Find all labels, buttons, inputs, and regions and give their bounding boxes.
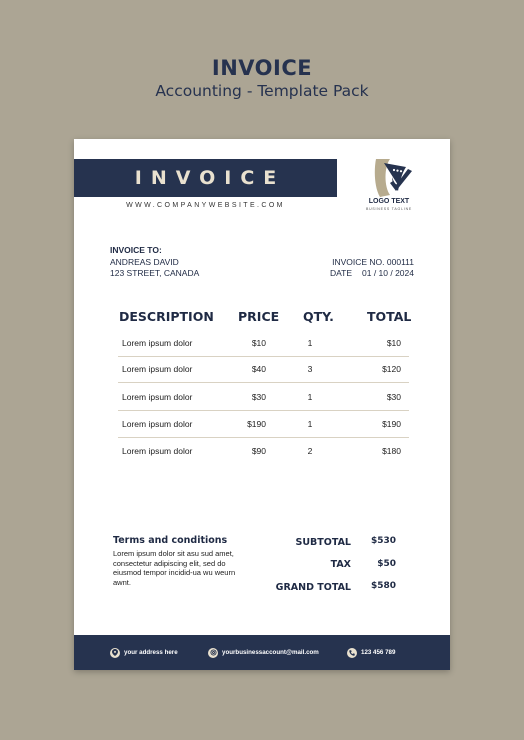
address-text: your address here bbox=[124, 649, 178, 656]
logo-text: LOGO TEXT bbox=[368, 198, 410, 205]
header-price: PRICE bbox=[238, 309, 280, 324]
footer-bar bbox=[74, 635, 450, 670]
grand-total-value: $580 bbox=[370, 581, 396, 591]
item-price: $90 bbox=[251, 446, 266, 456]
company-website: WWW.COMPANYWEBSITE.COM bbox=[126, 202, 285, 209]
at-sign-icon bbox=[208, 648, 218, 658]
item-qty: 1 bbox=[307, 419, 313, 429]
footer-email bbox=[208, 635, 319, 670]
invoice-to-label: INVOICE TO: bbox=[110, 245, 162, 255]
banner-title: INVOICE bbox=[134, 167, 286, 189]
table-row bbox=[118, 411, 409, 438]
client-address: 123 STREET, CANADA bbox=[110, 268, 200, 278]
client-name: ANDREAS DAVID bbox=[110, 257, 179, 267]
subtotal-value: $530 bbox=[370, 536, 396, 546]
subtotal-label: SUBTOTAL bbox=[295, 537, 351, 548]
item-price: $40 bbox=[251, 364, 266, 374]
item-description: Lorem ipsum dolor bbox=[122, 392, 193, 402]
invoice-date bbox=[330, 268, 414, 278]
item-description: Lorem ipsum dolor bbox=[122, 446, 193, 456]
item-price: $190 bbox=[247, 419, 266, 429]
item-total: $30 bbox=[386, 392, 401, 402]
item-qty: 3 bbox=[307, 364, 313, 374]
item-qty: 1 bbox=[307, 338, 313, 348]
item-total: $180 bbox=[382, 446, 401, 456]
table-row bbox=[118, 384, 409, 411]
email-text: yourbusinessaccount@mail.com bbox=[222, 649, 319, 656]
header-total: TOTAL bbox=[367, 309, 412, 324]
logo-tagline: BUSINESS TAGLINE bbox=[365, 207, 413, 211]
title-banner bbox=[74, 159, 337, 197]
footer-phone bbox=[347, 635, 395, 670]
item-qty: 2 bbox=[307, 446, 313, 456]
item-qty: 1 bbox=[307, 392, 313, 402]
item-total: $190 bbox=[382, 419, 401, 429]
item-price: $10 bbox=[251, 338, 266, 348]
terms-title: Terms and conditions bbox=[113, 535, 228, 546]
date-label: DATE bbox=[329, 268, 352, 278]
item-price: $30 bbox=[251, 392, 266, 402]
date-value: 01 / 10 / 2024 bbox=[362, 268, 414, 278]
table-row bbox=[118, 356, 409, 383]
page-heading bbox=[0, 56, 524, 100]
phone-icon bbox=[347, 648, 357, 658]
table-row bbox=[118, 330, 409, 357]
header-qty: QTY. bbox=[303, 309, 334, 324]
tax-value: $50 bbox=[377, 559, 396, 569]
header-description: DESCRIPTION bbox=[119, 309, 214, 324]
logo-mark-icon bbox=[368, 157, 418, 199]
item-description: Lorem ipsum dolor bbox=[122, 419, 193, 429]
invoice-sheet bbox=[74, 139, 450, 670]
location-pin-icon bbox=[110, 648, 120, 658]
tax-label: TAX bbox=[330, 559, 351, 570]
item-total: $10 bbox=[386, 338, 401, 348]
page-title: INVOICE bbox=[211, 56, 313, 80]
item-description: Lorem ipsum dolor bbox=[122, 338, 193, 348]
terms-body: Lorem ipsum dolor sit asu sud amet, consectetur adipiscing elit, sed do eiusmod tempor incidid-ua wu weurn awnt. bbox=[113, 549, 236, 587]
grand-total-label: GRAND TOTAL bbox=[275, 582, 351, 593]
page-subtitle: Accounting - Template Pack bbox=[155, 82, 369, 100]
item-total: $120 bbox=[382, 364, 401, 374]
phone-text: 123 456 789 bbox=[361, 649, 396, 656]
table-row bbox=[118, 438, 409, 464]
invoice-number: INVOICE NO. 000111 bbox=[332, 257, 414, 267]
item-description: Lorem ipsum dolor bbox=[122, 364, 193, 374]
footer-address bbox=[110, 635, 178, 670]
